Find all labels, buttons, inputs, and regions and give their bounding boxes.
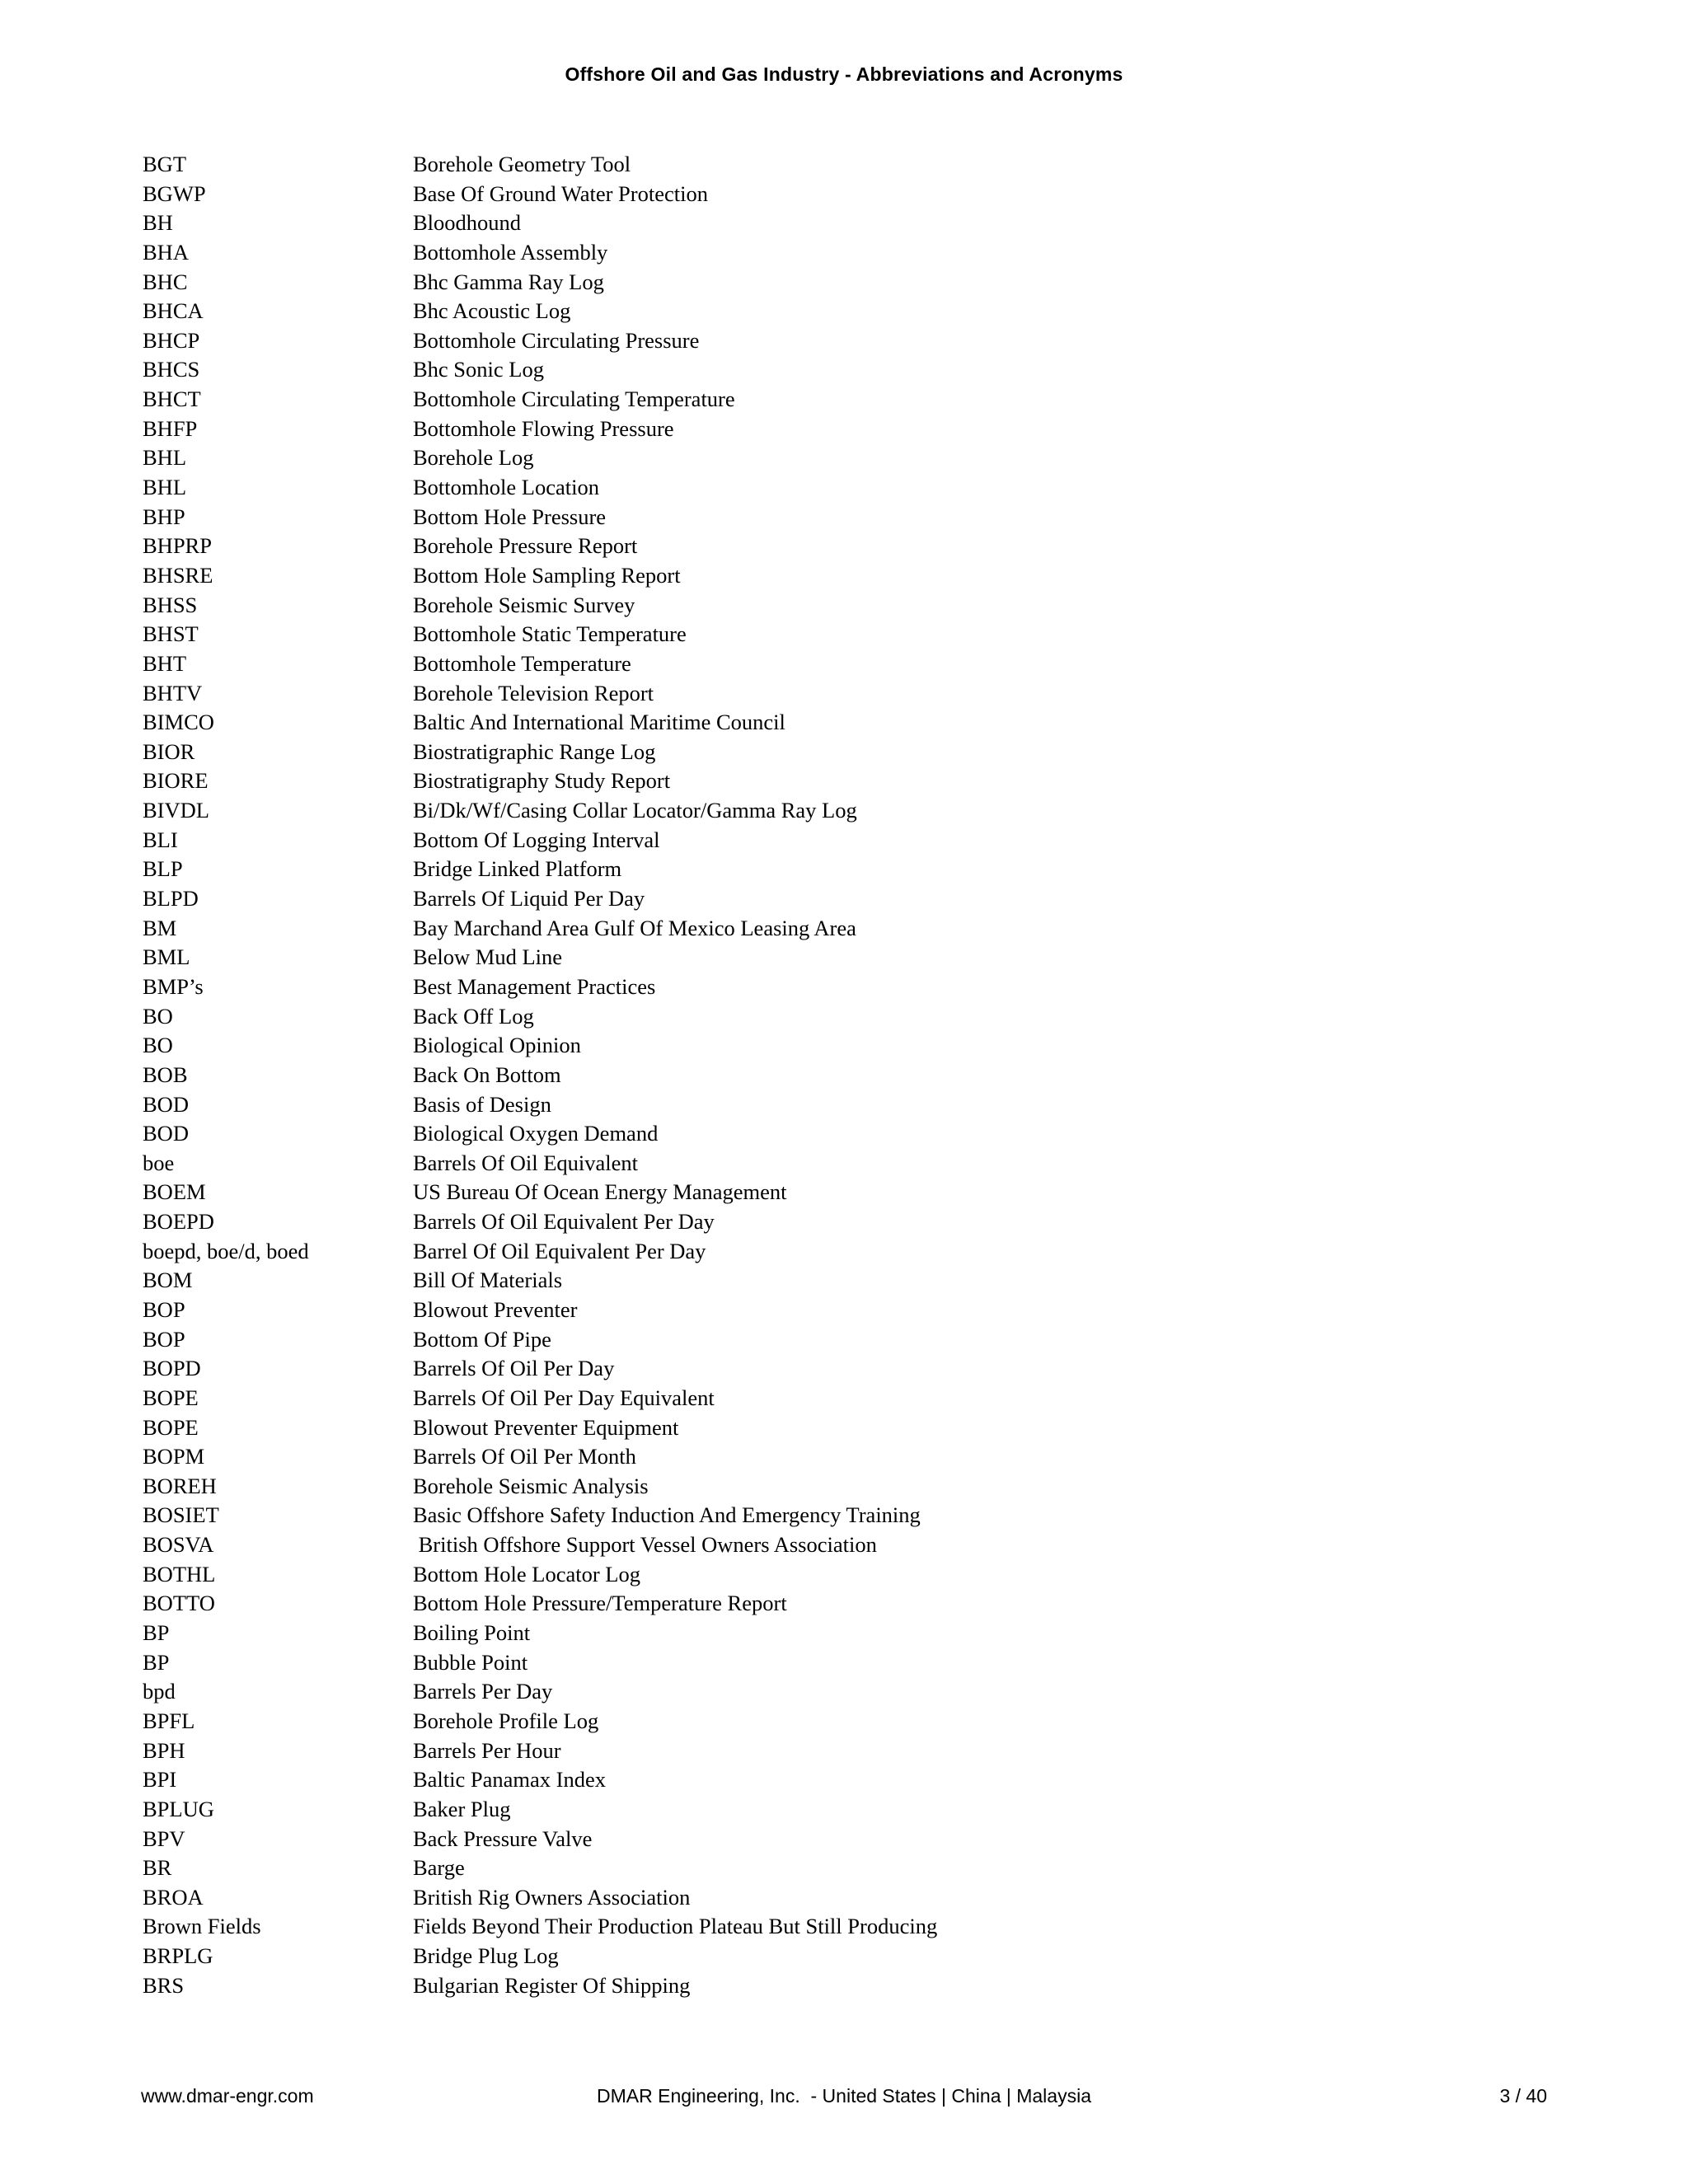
list-item — [143, 532, 1544, 561]
definition: Basis of Design — [413, 1091, 551, 1117]
list-item — [143, 1619, 1544, 1648]
definition: Basic Offshore Safety Induction And Emergency Training — [413, 1502, 921, 1528]
abbreviation: BRPLG — [143, 1943, 213, 1969]
definition: Biological Oxygen Demand — [413, 1121, 659, 1146]
abbreviation: BOPE — [143, 1385, 199, 1410]
abbreviation: BHTV — [143, 680, 203, 705]
definition: Baltic And International Maritime Council — [413, 710, 785, 735]
abbreviation: BO — [143, 1003, 173, 1029]
definition: Barrels Of Liquid Per Day — [413, 886, 645, 912]
list-item — [143, 972, 1544, 1002]
definition: Below Mud Line — [413, 944, 563, 970]
abbreviation: BOD — [143, 1091, 189, 1117]
abbreviation: BOTTO — [143, 1591, 215, 1616]
list-item — [143, 503, 1544, 532]
abbreviation: BHP — [143, 504, 185, 529]
definition: Back Off Log — [413, 1003, 534, 1029]
list-item — [143, 1354, 1544, 1384]
definition: Borehole Profile Log — [413, 1708, 599, 1733]
definition: Bloodhound — [413, 210, 522, 236]
abbreviation: bpd — [143, 1679, 176, 1704]
definition: Barrels Of Oil Equivalent Per Day — [413, 1209, 715, 1235]
abbreviation: BIOR — [143, 738, 195, 764]
list-item — [143, 326, 1544, 356]
abbreviation: BOPD — [143, 1356, 201, 1381]
abbreviation: BOEM — [143, 1179, 206, 1205]
definition: British Rig Owners Association — [413, 1884, 691, 1910]
definition: Back On Bottom — [413, 1062, 561, 1087]
abbreviation: BOM — [143, 1268, 193, 1293]
abbreviation: BR — [143, 1855, 172, 1881]
list-item — [143, 591, 1544, 621]
abbreviation: BIMCO — [143, 710, 214, 735]
list-item — [143, 1677, 1544, 1707]
abbreviation: BOB — [143, 1062, 188, 1087]
definition: Barrels Of Oil Per Month — [413, 1444, 636, 1469]
abbreviation: BOSVA — [143, 1532, 214, 1558]
definition: Bi/Dk/Wf/Casing Collar Locator/Gamma Ray Log — [413, 798, 857, 823]
definition: Bottom Of Logging Interval — [413, 827, 660, 852]
definition: British Offshore Support Vessel Owners Association — [413, 1532, 877, 1558]
list-item — [143, 180, 1544, 209]
list-item — [143, 1031, 1544, 1061]
abbreviation: BPH — [143, 1737, 185, 1763]
definition: Bottomhole Location — [413, 475, 599, 500]
abbreviation: BH — [143, 210, 173, 236]
definition: Barrels Of Oil Per Day Equivalent — [413, 1385, 715, 1410]
list-item — [143, 1207, 1544, 1237]
abbreviation: BHFP — [143, 415, 198, 441]
abbreviation: Brown Fields — [143, 1914, 261, 1939]
definition: Barge — [413, 1855, 465, 1881]
list-item — [143, 1648, 1544, 1678]
definition: Barrel Of Oil Equivalent Per Day — [413, 1238, 706, 1263]
list-item — [143, 1178, 1544, 1207]
definition: Borehole Pressure Report — [413, 533, 638, 559]
abbreviation: BHL — [143, 445, 186, 471]
list-item — [143, 1002, 1544, 1032]
list-item — [143, 914, 1544, 944]
abbreviation: BIVDL — [143, 798, 209, 823]
abbreviation: BOSIET — [143, 1502, 219, 1528]
definition: Bottomhole Static Temperature — [413, 621, 687, 647]
list-item — [143, 1854, 1544, 1883]
abbreviation: BHSRE — [143, 562, 213, 588]
abbreviation: boepd, boe/d, boed — [143, 1238, 309, 1263]
abbreviation: BOP — [143, 1326, 185, 1352]
definition: Bottom Of Pipe — [413, 1326, 551, 1352]
definition: Blowout Preventer — [413, 1296, 578, 1322]
definition: Biological Opinion — [413, 1033, 581, 1058]
definition: Bridge Plug Log — [413, 1943, 559, 1969]
list-item — [143, 1795, 1544, 1825]
definition: Baltic Panamax Index — [413, 1767, 607, 1793]
definition: Bridge Linked Platform — [413, 856, 622, 882]
definition: Bottom Hole Pressure — [413, 504, 607, 529]
list-item — [143, 473, 1544, 503]
page-header — [0, 61, 1688, 87]
footer-company: DMAR Engineering, Inc. - United States | China | Malaysia — [597, 2085, 1091, 2107]
abbreviation: BOREH — [143, 1473, 217, 1498]
definition: Bottom Hole Pressure/Temperature Report — [413, 1591, 787, 1616]
abbreviation: BPLUG — [143, 1796, 214, 1821]
abbreviation: BHPRP — [143, 533, 212, 559]
abbreviation: BHCP — [143, 327, 200, 353]
list-item — [143, 738, 1544, 767]
abbreviation: BHC — [143, 269, 188, 294]
definition: Back Pressure Valve — [413, 1825, 593, 1851]
abbreviation: BHA — [143, 239, 189, 265]
page-number: 3 / 40 — [1499, 2085, 1547, 2107]
abbreviation-list — [143, 150, 1544, 2000]
abbreviation: BM — [143, 915, 177, 940]
definition: Blowout Preventer Equipment — [413, 1414, 679, 1440]
list-item — [143, 1472, 1544, 1502]
list-item — [143, 1442, 1544, 1472]
list-item — [143, 943, 1544, 972]
list-item — [143, 1384, 1544, 1413]
page-footer — [0, 2083, 1688, 2109]
list-item — [143, 1501, 1544, 1530]
abbreviation: BO — [143, 1033, 173, 1058]
list-item — [143, 884, 1544, 914]
definition: Bottomhole Circulating Temperature — [413, 387, 735, 412]
abbreviation: BP — [143, 1649, 170, 1675]
abbreviation: BOPM — [143, 1444, 205, 1469]
list-item — [143, 1413, 1544, 1443]
list-item — [143, 355, 1544, 385]
list-item — [143, 1061, 1544, 1090]
list-item — [143, 620, 1544, 649]
definition: Bill Of Materials — [413, 1268, 563, 1293]
abbreviation: BP — [143, 1620, 170, 1646]
definition: Bottom Hole Locator Log — [413, 1561, 640, 1586]
definition: Borehole Seismic Survey — [413, 592, 635, 617]
list-item — [143, 1149, 1544, 1179]
list-item — [143, 1736, 1544, 1766]
definition: Biostratigraphy Study Report — [413, 768, 671, 794]
abbreviation: BHT — [143, 650, 186, 676]
list-item — [143, 1560, 1544, 1590]
definition: Bottomhole Flowing Pressure — [413, 415, 674, 441]
abbreviation: BHCA — [143, 298, 204, 324]
abbreviation: BIORE — [143, 768, 209, 794]
definition: Bhc Gamma Ray Log — [413, 269, 604, 294]
list-item — [143, 1765, 1544, 1795]
definition: Borehole Geometry Tool — [413, 152, 631, 176]
abbreviation: BHCS — [143, 357, 200, 382]
footer-website: www.dmar-engr.com — [141, 2085, 314, 2107]
list-item — [143, 1912, 1544, 1942]
list-item — [143, 209, 1544, 238]
list-item — [143, 443, 1544, 473]
definition: Barrels Per Hour — [413, 1737, 561, 1763]
list-item — [143, 796, 1544, 826]
list-item — [143, 679, 1544, 709]
abbreviation: BROA — [143, 1884, 204, 1910]
definition: Borehole Television Report — [413, 680, 654, 705]
abbreviation: BPI — [143, 1767, 177, 1793]
definition: Bhc Acoustic Log — [413, 298, 571, 324]
definition: Bottom Hole Sampling Report — [413, 562, 681, 588]
list-item — [143, 1971, 1544, 2001]
list-item — [143, 708, 1544, 738]
definition: Bulgarian Register Of Shipping — [413, 1972, 691, 1998]
definition: Biostratigraphic Range Log — [413, 738, 656, 764]
abbreviation: BPFL — [143, 1708, 195, 1733]
list-item — [143, 238, 1544, 268]
definition: Boiling Point — [413, 1620, 531, 1646]
definition: Borehole Seismic Analysis — [413, 1473, 649, 1498]
list-item — [143, 1296, 1544, 1325]
definition: Barrels Of Oil Equivalent — [413, 1150, 639, 1175]
definition: Fields Beyond Their Production Plateau But Still Producing — [413, 1914, 938, 1939]
list-item — [143, 1237, 1544, 1267]
abbreviation: BML — [143, 944, 190, 970]
definition: Bottomhole Temperature — [413, 650, 631, 676]
definition: Bubble Point — [413, 1649, 528, 1675]
list-item — [143, 561, 1544, 591]
definition: Bhc Sonic Log — [413, 357, 544, 382]
abbreviation: BHCT — [143, 387, 201, 412]
definition: US Bureau Of Ocean Energy Management — [413, 1179, 787, 1205]
list-item — [143, 415, 1544, 444]
list-item — [143, 855, 1544, 884]
list-item — [143, 268, 1544, 298]
definition: Borehole Log — [413, 445, 534, 471]
abbreviation: BGT — [143, 152, 186, 176]
abbreviation: BOTHL — [143, 1561, 216, 1586]
abbreviation: BOD — [143, 1121, 189, 1146]
abbreviation: BOPE — [143, 1414, 199, 1440]
document-title: Offshore Oil and Gas Industry - Abbreviations and Acronyms — [565, 63, 1123, 85]
abbreviation: BGWP — [143, 180, 206, 206]
list-item — [143, 1325, 1544, 1355]
abbreviation: BRS — [143, 1972, 185, 1998]
definition: Best Management Practices — [413, 973, 656, 999]
abbreviation: BLP — [143, 856, 183, 882]
definition: Bottomhole Circulating Pressure — [413, 327, 700, 353]
abbreviation: BHST — [143, 621, 199, 647]
abbreviation: BOEPD — [143, 1209, 214, 1235]
definition: Barrels Per Day — [413, 1679, 553, 1704]
list-item — [143, 1090, 1544, 1120]
definition: Base Of Ground Water Protection — [413, 180, 708, 206]
list-item — [143, 1119, 1544, 1149]
abbreviation: BHL — [143, 475, 186, 500]
list-item — [143, 150, 1544, 180]
list-item — [143, 1825, 1544, 1854]
abbreviation: BMP’s — [143, 973, 204, 999]
abbreviation: BHSS — [143, 592, 198, 617]
definition: Bottomhole Assembly — [413, 239, 608, 265]
abbreviation: BOP — [143, 1296, 185, 1322]
abbreviation: BPV — [143, 1825, 185, 1851]
list-item — [143, 1266, 1544, 1296]
definition: Bay Marchand Area Gulf Of Mexico Leasing Area — [413, 915, 856, 940]
list-item — [143, 766, 1544, 796]
list-item — [143, 826, 1544, 855]
list-item — [143, 1883, 1544, 1913]
definition: Barrels Of Oil Per Day — [413, 1356, 615, 1381]
abbreviation: boe — [143, 1150, 175, 1175]
list-item — [143, 649, 1544, 679]
list-item — [143, 385, 1544, 415]
list-item — [143, 1707, 1544, 1736]
list-item — [143, 1530, 1544, 1560]
list-item — [143, 1942, 1544, 1971]
abbreviation: BLPD — [143, 886, 199, 912]
definition: Baker Plug — [413, 1796, 511, 1821]
list-item — [143, 1589, 1544, 1619]
list-item — [143, 297, 1544, 326]
abbreviation: BLI — [143, 827, 178, 852]
